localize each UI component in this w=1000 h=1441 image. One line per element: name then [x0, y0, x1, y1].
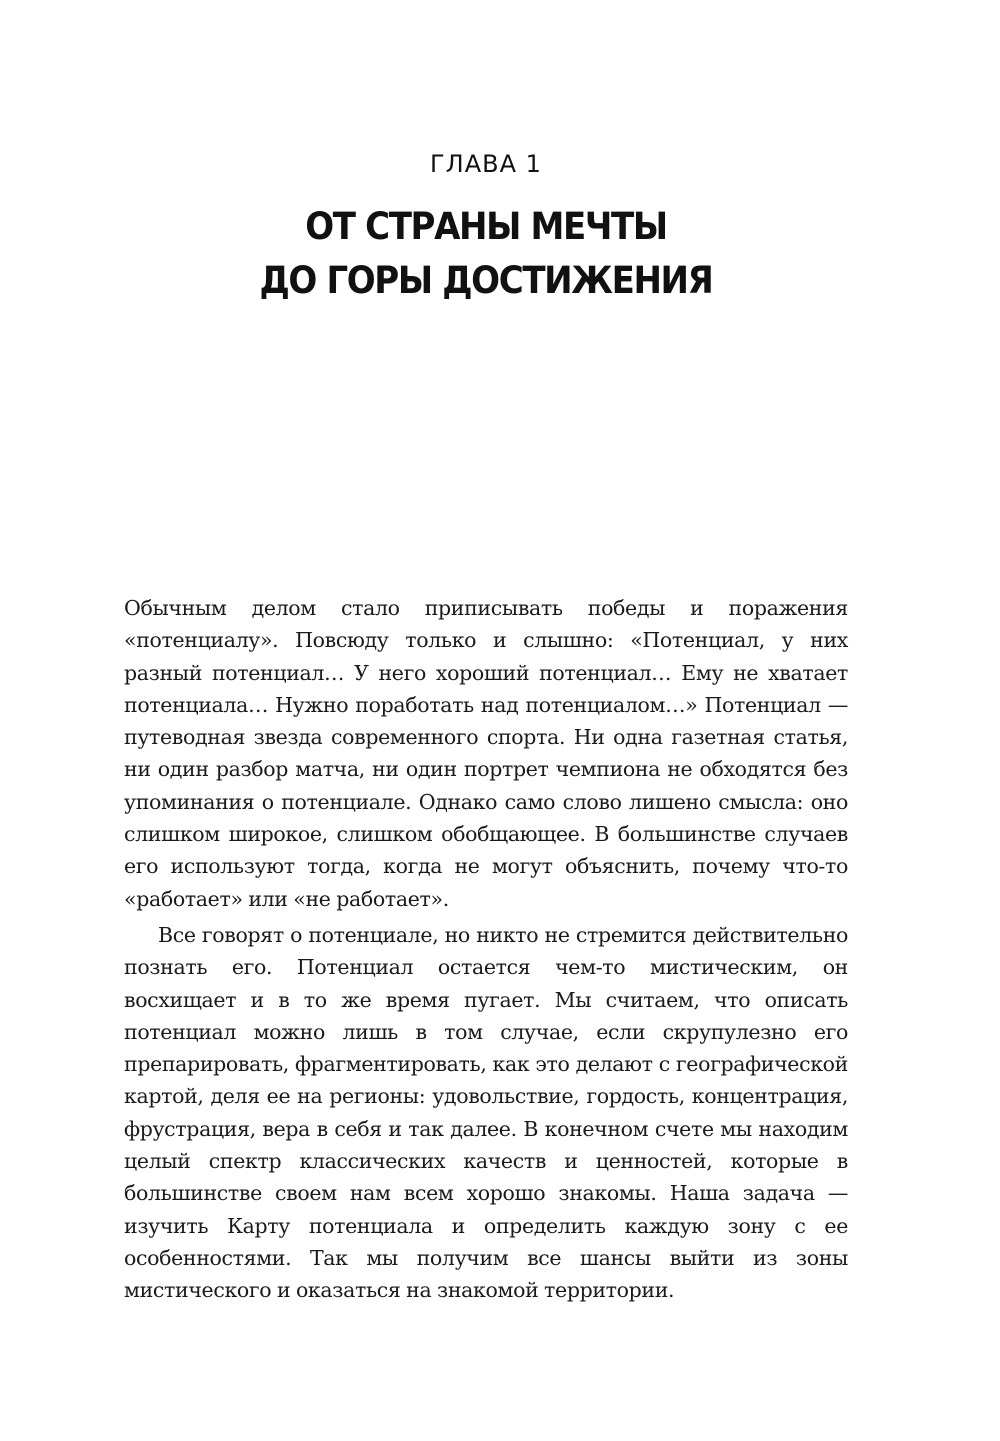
- paragraph-2: Все говорят о потенциале, но никто не стремится действительно познать его. Потенциал остается чем-то мистическим, он восхищает и в то же время пугает. Мы считаем, что описать потенциал можно лишь в том случае, если скрупулезно его препарировать, фрагментировать, как это делают с географической картой, деля ее на регионы: удовольствие, гордость, концентрация, фрустрация, вера в себя и так далее. В конечном счете мы находим целый спектр классических качеств и ценностей, которые в большинстве своем нам всем хорошо знакомы. Наша задача — изучить Карту потенциала и определить каждую зону с ее особенностями. Так мы получим все шансы выйти из зоны мистического и оказаться на знакомой территории.: [124, 922, 848, 1303]
- paragraph-1: Обычным делом стало приписывать победы и поражения «потенциалу». Повсюду только и слышно: «Потенциал, у них разный потенциал… У него хороший потенциал… Ему не хватает потенциала… Нужно поработать над потенциалом…» Потенциал — путеводная звезда современного спорта. Ни одна газетная статья, ни один разбор матча, ни один портрет чемпиона не обходятся без упоминания о потенциале. Однако само слово лишено смысла: оно слишком широкое, слишком обобщающее. В большинстве случаев его используют тогда, когда не могут объяснить, почему что-то «работает» или «не работает».: [124, 596, 848, 911]
- chapter-title: [39, 200, 933, 308]
- chapter-label: ГЛАВА 1: [430, 150, 542, 178]
- body-text: [124, 592, 848, 1307]
- chapter-title-line-1: ОТ СТРАНЫ МЕЧТЫ: [305, 205, 667, 248]
- chapter-title-line-2: ДО ГОРЫ ДОСТИЖЕНИЯ: [259, 259, 713, 302]
